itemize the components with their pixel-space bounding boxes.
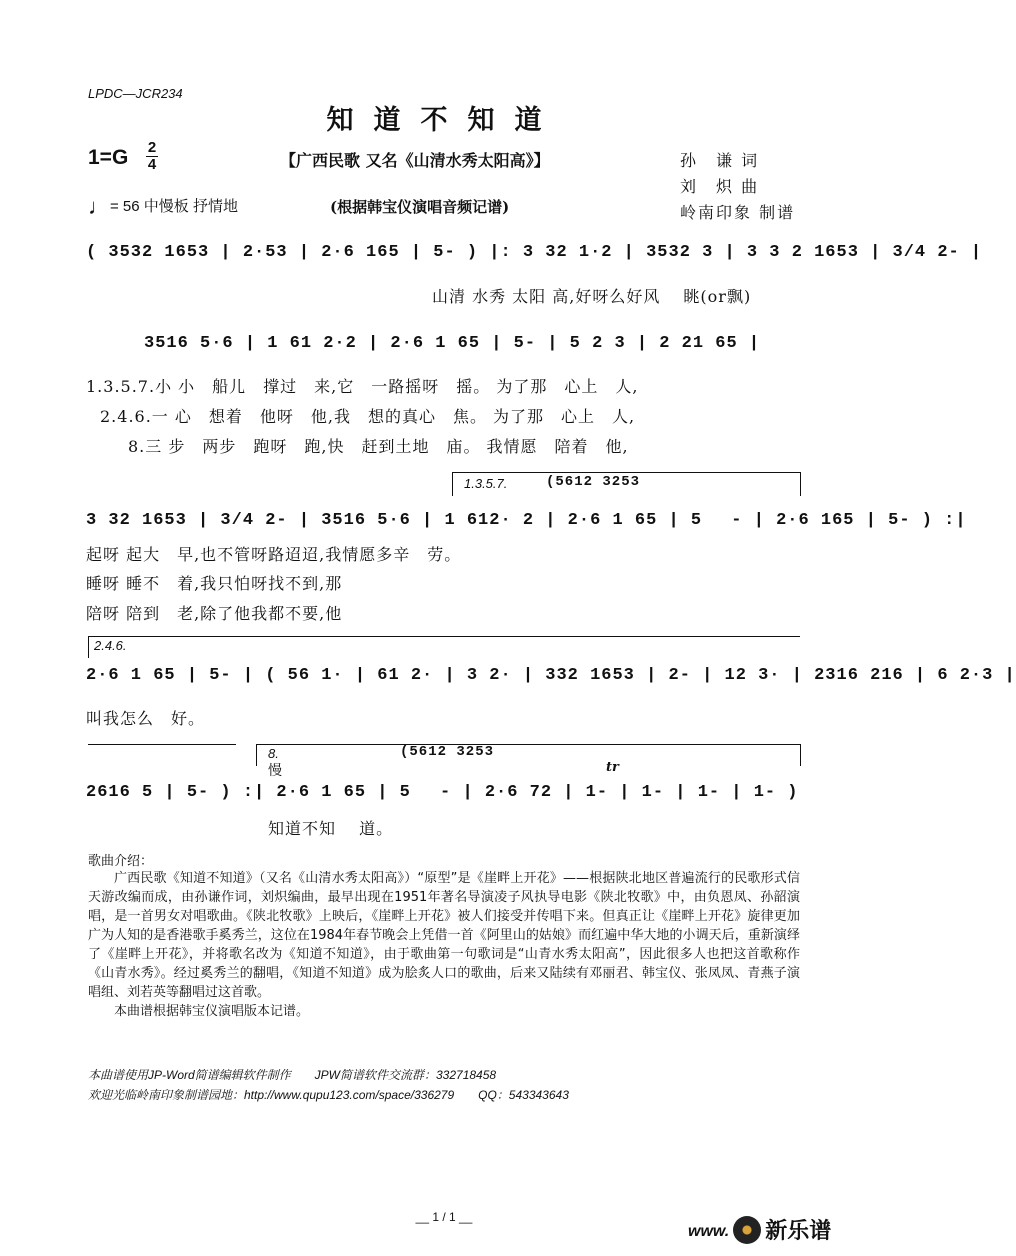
page-title: 知道不知道 <box>326 105 562 136</box>
score-row-1: ( 3532 1653 | 2·53 | 2·6 165 | 5- ) |: 3 32 1·2 | 3532 3 | 3 3 2 1653 | 3/4 2- | <box>86 243 983 262</box>
score-row-2: 3516 5·6 | 1 61 2·2 | 2·6 1 65 | 5- | 5 2 3 | 2 21 65 | <box>144 334 761 353</box>
alternate-notes: (5612 3253 <box>400 744 495 760</box>
quarter-note-icon: ♩ <box>88 194 110 219</box>
tempo-text: = 56 中慢板 抒情地 <box>110 198 238 215</box>
volta-edge <box>256 744 257 766</box>
meter-bottom: 4 <box>147 156 157 173</box>
lyric-row-5: 知道不知 道。 <box>268 819 394 838</box>
alternate-notes: (5612 3253 <box>546 474 641 490</box>
transcription-basis: (根据韩宝仪演唱音频记谱) <box>330 198 510 216</box>
lyric-row-2-verse-1: 1.3.5.7.小 小 船儿 撑过 来,它 一路摇呀 摇。 为了那 心上 人, <box>86 377 639 396</box>
intro-heading: 歌曲介绍： <box>88 854 154 869</box>
page-number: __ 1 / 1 __ <box>415 1210 473 1224</box>
lyricist-credit: 孙 谦 词 <box>680 151 760 170</box>
lyric-row-2-verse-2: 2.4.6.一 心 想着 他呀 他,我 想的真心 焦。 为了那 心上 人, <box>100 407 636 426</box>
volta-edge <box>452 472 453 496</box>
volta-bracket <box>88 636 800 637</box>
lyric-row-2-verse-3: 8.三 步 两步 跑呀 跑,快 赶到土地 庙。 我情愿 陪着 他, <box>128 437 629 456</box>
intro-text <box>88 869 800 1021</box>
trill-marking: tr <box>606 760 619 775</box>
volta-edge <box>800 744 801 766</box>
meter-top: 2 <box>147 139 157 156</box>
time-signature <box>146 141 158 172</box>
volta-bracket <box>452 472 800 473</box>
score-code: LPDC—JCR234 <box>88 86 183 101</box>
volta-edge <box>800 472 801 496</box>
lyric-row-3-verse-3: 陪呀 陪到 老,除了他我都不要,他 <box>86 604 343 623</box>
lyric-row-1: 山清 水秀 太阳 高,好呀么好风 眺(or飘) <box>432 287 752 306</box>
composer-credit: 刘 炽 曲 <box>680 177 760 196</box>
logo-name: 新乐谱 <box>765 1218 832 1243</box>
score-row-4: 2·6 1 65 | 5- | ( 56 1· | 61 2· | 3 2· | 332 1653 | 2- | 12 3· | 2316 216 | 6 2·3 | <box>86 666 1016 685</box>
lyric-row-3-verse-1: 起呀 起大 早,也不管呀路迢迢,我情愿多辛 劳。 <box>86 545 462 564</box>
volta-label: 2.4.6. <box>94 638 127 653</box>
lyric-row-4: 叫我怎么 好。 <box>86 709 206 728</box>
tempo-marking <box>88 194 238 220</box>
software-note: 本曲谱使用JP-Word简谱编辑软件制作 JPW简谱软件交流群：332718458 <box>88 1068 497 1082</box>
volta-label: 1.3.5.7. <box>464 476 508 491</box>
lyric-row-3-verse-2: 睡呀 睡不 着,我只怕呀找不到,那 <box>86 574 343 593</box>
score-row-5: 2616 5 | 5- ) :| 2·6 1 65 | 5 - | 2·6 72 | 1- | 1- | 1- | 1- ) <box>86 783 799 802</box>
record-disc-icon <box>733 1216 761 1244</box>
volta-edge <box>88 636 89 658</box>
volta-label: 8. <box>268 746 279 761</box>
score-row-3: 3 32 1653 | 3/4 2- | 3516 5·6 | 1 612· 2 | 2·6 1 65 | 5 - | 2·6 165 | 5- ) :| <box>86 511 967 530</box>
notation-credit: 岭南印象 制谱 <box>680 203 796 222</box>
website-note[interactable]: 欢迎光临岭南印象制谱园地：http://www.qupu123.com/space/336279 QQ：543343643 <box>88 1088 569 1102</box>
intro-paragraph: 本曲谱根据韩宝仪演唱版本记谱。 <box>114 1004 310 1019</box>
key-signature: 1=G <box>88 146 129 169</box>
site-logo[interactable] <box>688 1214 831 1245</box>
tempo-slow-marking: 慢 <box>268 763 282 779</box>
intro-paragraph: 广西民歌《知道不知道》（又名《山清水秀太阳高》）“原型”是《崖畔上开花》——根据陕北地区普遍流行的民歌形式信天游改编而成，由孙谦作词，刘炽编曲，最早出现在1951年著名导演凌子风执导电影《陕北牧歌》中，由负恩凤、孙韶演唱，是一首男女对唱歌曲。《陕北牧歌》上映后，《崖畔上开花》被人们接受并传唱下来。但真正让《崖畔上开花》旋律更加广为人知的是香港歌手奚秀兰，这位在1984年春节晚会上凭借一首《阿里山的姑娘》而红遍中华大地的小调天后，重新演绎了《崖畔上开花》，并将歌名改为《知道不知道》，由于歌曲第一句歌词是“山青水秀太阳高”，因此很多人也把这首歌称作《山青水秀》。经过奚秀兰的翻唱，《知道不知道》成为脍炙人口的歌曲，后来又陆续有邓丽君、韩宝仪、张凤凤、青燕子演唱组、刘若英等翻唱过这首歌。 <box>88 871 800 1000</box>
volta-bracket <box>88 744 236 745</box>
volta-bracket <box>256 744 800 745</box>
song-origin: 【广西民歌 又名《山清水秀太阳高》】 <box>280 151 550 170</box>
logo-www: www. <box>688 1223 730 1240</box>
